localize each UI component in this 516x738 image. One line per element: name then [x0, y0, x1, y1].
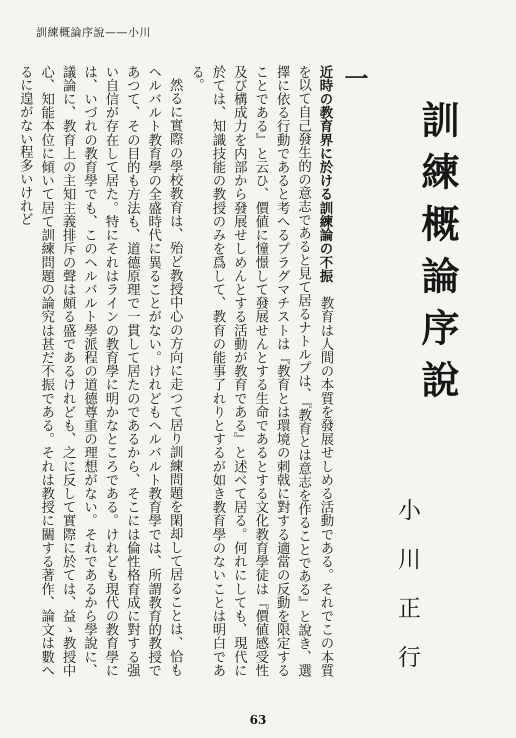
paragraph: 然るに實際の學校教育は、殆ど教授中心の方向に走つて居り訓練問題を閑却して居ることは、恰もヘルバルト教育學の全盛時代に異ることがない。けれどもヘルバルト教育學では、所謂教育的教授であつて、その目的も方法も、道德原理で一貫して居たのであるから、そこには倫性格育成に對する强い自信が存在して居た。特にそれはラインの教育學に明かなところである。けれども現代の教育學には、いづれの教育學でも、このヘルバルト學派程の道德尊重の理想がない。それであるから學說に、議論に、教育上の主知主義排斥の聲は頗る盛であるけれども、之に反して實際に於ては、益ゝ教授中心、知能本位に傾いて居て訓練問題の論究は甚だ不振である。それは教授に關する著作、論文は數へるに遑がない程多いけれど [17, 65, 183, 677]
body-text [17, 65, 336, 677]
running-header: 訓練概論序說——小川 [36, 26, 151, 39]
section-number: 一 [340, 66, 369, 90]
page-number: 63 [249, 713, 267, 727]
lead-heading: 近時の教育界に於ける訓練論の不振 [317, 65, 333, 283]
article-title: 訓練概論序說 [415, 100, 460, 412]
paragraph [185, 65, 336, 677]
paragraph-text: 教育は人間の本質を發展せしめる活動である。それでこの本質を以て自己發生的の意志であると見て居るナトルプは、『教育とは意志を作ることである』と說き、選擇に依る行動であると考へるプラグマチストは『教育とは環境の刺戟に對する適當の反動を限定することである』と云ひ、價値に憧憬して發展せんとする生命であるとする文化教育學徒は『價値感受性及び構成力を内部から發展せしめんとする活動が教育である』と述べて居る。何れにしても、現代に於ては、知識技能の教授のみを爲して、教育の能事了れりとするが如き教育學のないことは明白である。 [188, 65, 333, 677]
author-name: 小川正行 [394, 498, 420, 694]
